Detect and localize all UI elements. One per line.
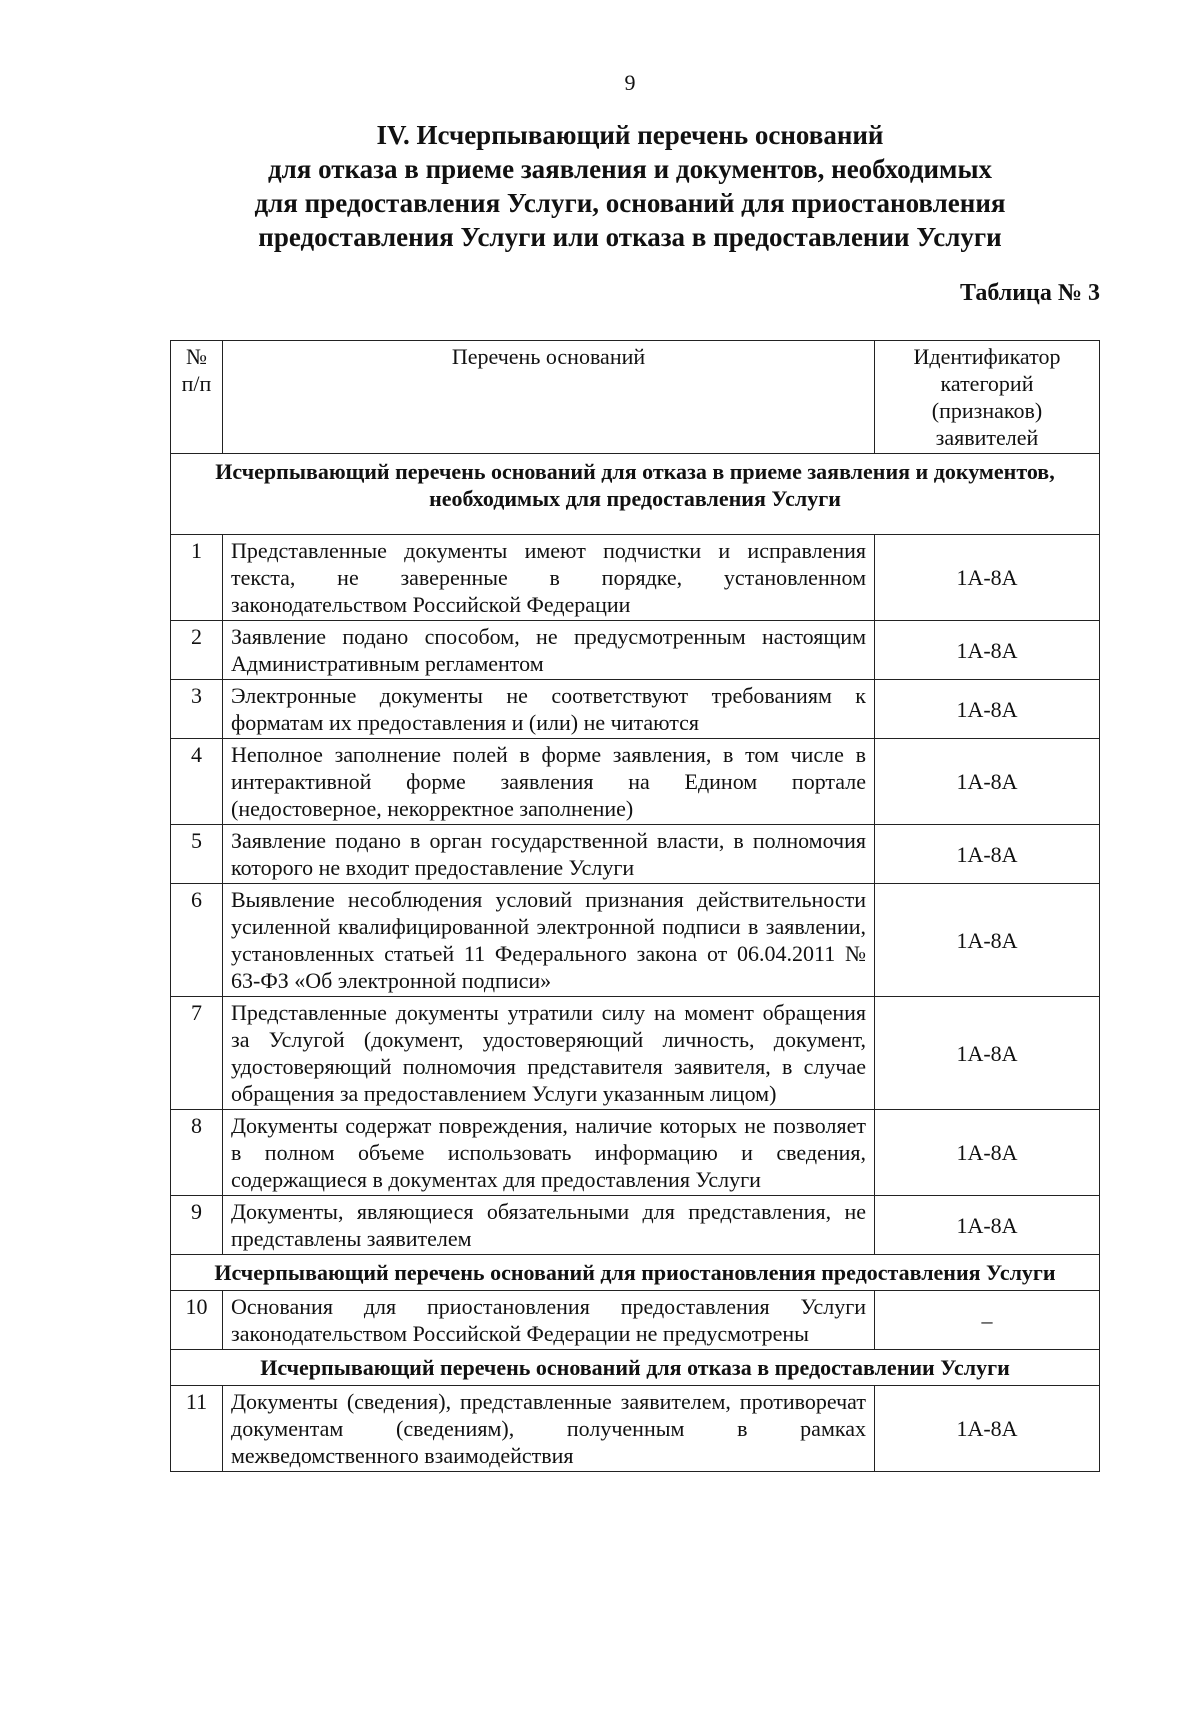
- section-title: Исчерпывающий перечень оснований для отказа в приеме заявления и документов, необходимых для предоставления Услуги: [171, 454, 1100, 535]
- row-category-id: 1А-8А: [875, 680, 1100, 739]
- table-label: Таблица № 3: [959, 280, 1100, 306]
- row-number: 3: [171, 680, 223, 739]
- table-row: [171, 1386, 1100, 1472]
- row-category-id: 1А-8А: [875, 739, 1100, 825]
- page-number: 9: [624, 70, 636, 95]
- table-row: [171, 884, 1100, 997]
- row-category-id: 1А-8А: [875, 1386, 1100, 1472]
- section-header-row: [171, 454, 1100, 535]
- table-row: [171, 997, 1100, 1110]
- row-category-id: 1А-8А: [875, 1110, 1100, 1196]
- grounds-table: [170, 340, 1100, 1472]
- row-category-id: 1А-8А: [875, 825, 1100, 884]
- row-category-id: 1А-8А: [875, 1196, 1100, 1255]
- table-row: [171, 1196, 1100, 1255]
- row-number: 4: [171, 739, 223, 825]
- table-row: [171, 621, 1100, 680]
- row-ground-text: Выявление несоблюдения условий признания действительности усиленной квалифицированной электронной подписи в заявлении, установленных статьей 11 Федерального закона от 06.04.2011 № 63-ФЗ «Об электронной подписи»: [223, 884, 875, 997]
- heading-line-4: предоставления Услуги или отказа в предоставлении Услуги: [258, 222, 1002, 252]
- row-category-id: 1А-8А: [875, 621, 1100, 680]
- row-ground-text: Документы содержат повреждения, наличие которых не позволяет в полном объеме использовать информацию и сведения, содержащиеся в документах для предоставления Услуги: [223, 1110, 875, 1196]
- row-ground-text: Заявление подано способом, не предусмотренным настоящим Административным регламентом: [223, 621, 875, 680]
- row-number: 10: [171, 1291, 223, 1350]
- heading-line-1: IV. Исчерпывающий перечень оснований: [376, 120, 884, 150]
- table-row: [171, 1110, 1100, 1196]
- header-grounds-list: Перечень оснований: [223, 341, 875, 454]
- table-row: [171, 739, 1100, 825]
- row-number: 2: [171, 621, 223, 680]
- section-header-row: [171, 1350, 1100, 1386]
- row-ground-text: Электронные документы не соответствуют требованиям к форматам их предоставления и (или) не читаются: [223, 680, 875, 739]
- row-number: 9: [171, 1196, 223, 1255]
- header-applicant-category-id: Идентификатор категорий (признаков) заявителей: [875, 341, 1100, 454]
- row-ground-text: Основания для приостановления предоставления Услуги законодательством Российской Федерации не предусмотрены: [223, 1291, 875, 1350]
- row-number: 1: [171, 535, 223, 621]
- table-header-row: [171, 341, 1100, 454]
- heading-line-3: для предоставления Услуги, оснований для приостановления: [254, 188, 1006, 218]
- table-row: [171, 535, 1100, 621]
- table-row: [171, 680, 1100, 739]
- row-category-id: 1А-8А: [875, 535, 1100, 621]
- section-header-row: [171, 1255, 1100, 1291]
- header-number: № п/п: [171, 341, 223, 454]
- row-category-id: –: [875, 1291, 1100, 1350]
- row-category-id: 1А-8А: [875, 997, 1100, 1110]
- row-category-id: 1А-8А: [875, 884, 1100, 997]
- section-heading: [150, 118, 1110, 254]
- section-title: Исчерпывающий перечень оснований для приостановления предоставления Услуги: [171, 1255, 1100, 1291]
- table-body: [171, 454, 1100, 1472]
- row-ground-text: Представленные документы утратили силу на момент обращения за Услугой (документ, удостоверяющий личность, документ, удостоверяющий полномочия представителя заявителя, в случае обращения за предоставлением Услуги указанным лицом): [223, 997, 875, 1110]
- row-number: 6: [171, 884, 223, 997]
- row-ground-text: Представленные документы имеют подчистки и исправления текста, не заверенные в порядке, установленном законодательством Российской Федерации: [223, 535, 875, 621]
- row-ground-text: Заявление подано в орган государственной власти, в полномочия которого не входит предоставление Услуги: [223, 825, 875, 884]
- row-ground-text: Документы (сведения), представленные заявителем, противоречат документам (сведениям), полученным в рамках межведомственного взаимодействия: [223, 1386, 875, 1472]
- row-number: 8: [171, 1110, 223, 1196]
- table-row: [171, 825, 1100, 884]
- table-row: [171, 1291, 1100, 1350]
- section-title: Исчерпывающий перечень оснований для отказа в предоставлении Услуги: [171, 1350, 1100, 1386]
- row-number: 5: [171, 825, 223, 884]
- row-number: 7: [171, 997, 223, 1110]
- row-number: 11: [171, 1386, 223, 1472]
- heading-line-2: для отказа в приеме заявления и документов, необходимых: [267, 154, 993, 184]
- row-ground-text: Неполное заполнение полей в форме заявления, в том числе в интерактивной форме заявления на Едином портале (недостоверное, некорректное заполнение): [223, 739, 875, 825]
- row-ground-text: Документы, являющиеся обязательными для представления, не представлены заявителем: [223, 1196, 875, 1255]
